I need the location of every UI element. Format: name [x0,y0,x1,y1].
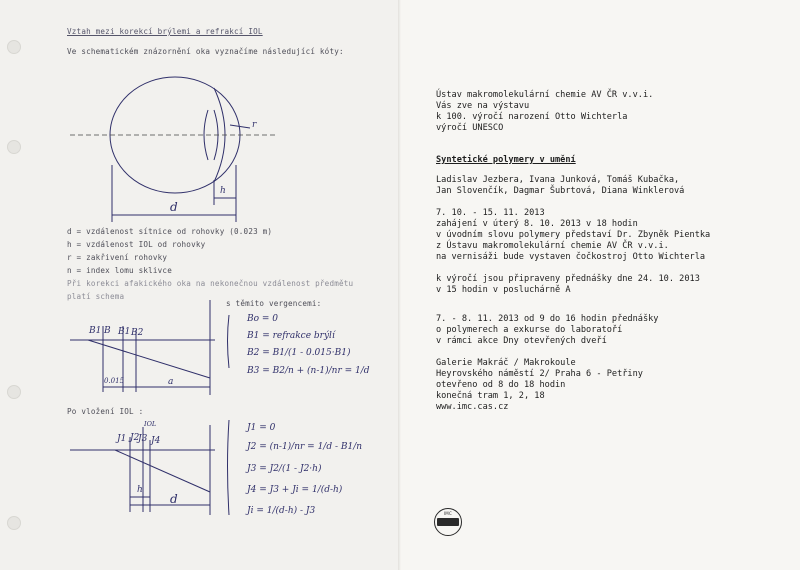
equation-j1: J1 = 0 [247,423,276,433]
website-link[interactable]: www.imc.cas.cz [436,402,509,412]
diag1-label-b1b: B1 [118,327,131,337]
definition-h: h = vzdálenost IOL od rohovky [67,240,206,249]
dates-line-2: zahájení v úterý 8. 10. 2013 v 18 hodin [436,219,638,229]
equation-b3: B3 = B2/n + (n-1)/nr = 1/d [247,366,370,376]
org-line-1: Ústav makromolekulární chemie AV ČR v.v.i. [436,90,654,100]
equation-b0: Bo = 0 [247,314,279,324]
note-line-1: Při korekci afakického oka na nekonečnou vzdálenost předmětu [67,279,354,288]
lectures-line-2: v 15 hodin v posluchárně A [436,285,571,295]
definition-d: d = vzdálenost sítnice od rohovky (0.023 m) [67,227,273,236]
note-line-2: platí schema [67,292,125,301]
exhibit-title: Syntetické polymery v umění [436,155,576,165]
equation-j4: J4 = J3 + Ji = 1/(d-h) [247,485,343,495]
definition-n: n = index lomu sklivce [67,266,172,275]
diag1-label-b2: B2 [131,328,144,338]
venue-line-2: Heyrovského náměstí 2/ Praha 6 - Petřiny [436,369,643,379]
equation-j3: J3 = J2/(1 - J2·h) [247,464,322,474]
label-r: r [252,120,257,130]
venue-line-1: Galerie Makráč / Makrokoule [436,358,576,368]
diag1-label-b1: B1 [89,326,102,336]
open-days-line-3: v rámci akce Dny otevřených dveří [436,336,607,346]
venue-line-3: otevřeno od 8 do 18 hodin [436,380,566,390]
org-line-2: Vás zve na výstavu [436,101,530,111]
diag2-label-j1: J1 [117,434,127,444]
dates-line-1: 7. 10. - 15. 11. 2013 [436,208,545,218]
vergence-diagram-1 [70,300,215,395]
ray-1 [88,340,210,378]
venue-line-4: konečná tram 1, 2, 18 [436,391,545,401]
logo-band [437,518,459,526]
artists-line-1: Ladislav Jezbera, Ivana Junková, Tomáš Kubačka, [436,175,680,185]
ray-2 [115,450,210,492]
diag2-label-h: h [137,485,143,495]
open-days-line-2: o polymerech a exkurse do laboratoří [436,325,623,335]
org-line-3: k 100. výročí narození Otto Wichterla [436,112,628,122]
diag2-label-d: d [170,492,178,506]
dates-line-3: v úvodním slovu polymery představí Dr. Zbyněk Pientka [436,230,711,240]
diag2-label-j2: J2 [130,433,140,443]
dates-line-4: z Ústavu makromolekulární chemie AV ČR v.v.i. [436,241,669,251]
open-days-line-1: 7. - 8. 11. 2013 od 9 do 16 hodin přednášky [436,314,659,324]
label-d: d [170,200,178,214]
definition-r: r = zakřivení rohovky [67,253,168,262]
with-vergences-label: s těmito vergencemi: [226,299,322,308]
equation-b2: B2 = B1/(1 - 0.015·B1) [247,348,351,358]
diag1-label-a: a [168,377,174,387]
org-line-4: výročí UNESCO [436,123,504,133]
diag2-label-iol: IOL [144,420,157,428]
dates-line-5: na vernisáži bude vystaven čočkostroj Otto Wichterla [436,252,706,262]
brace-2 [228,420,230,515]
artists-line-2: Jan Slovenčík, Dagmar Šubrtová, Diana Winklerová [436,186,685,196]
brace-1 [228,315,230,368]
logo-text: IMC [443,511,453,516]
equation-b1: B1 = refrakce brýlí [247,331,335,341]
diag1-label-b: B [104,326,111,336]
imc-logo [434,508,462,536]
diag2-label-j4: J4 [151,436,161,446]
label-h: h [220,186,226,196]
worksheet-heading: Vztah mezi korekcí brýlemi a refrakcí IOL [67,27,263,36]
equation-ji: Ji = 1/(d-h) - J3 [247,506,316,516]
lectures-line-1: k výročí jsou připraveny přednášky dne 24. 10. 2013 [436,274,700,284]
intro-text: Ve schematickém znázornění oka vyznačíme následující kóty: [67,47,344,56]
diag2-label-j3: J3 [138,434,148,444]
after-iol-label: Po vložení IOL : [67,407,144,416]
equation-j2: J2 = (n-1)/nr = 1/d - B1/n [247,442,363,452]
diag1-label-dist: 0.015 [104,377,125,385]
